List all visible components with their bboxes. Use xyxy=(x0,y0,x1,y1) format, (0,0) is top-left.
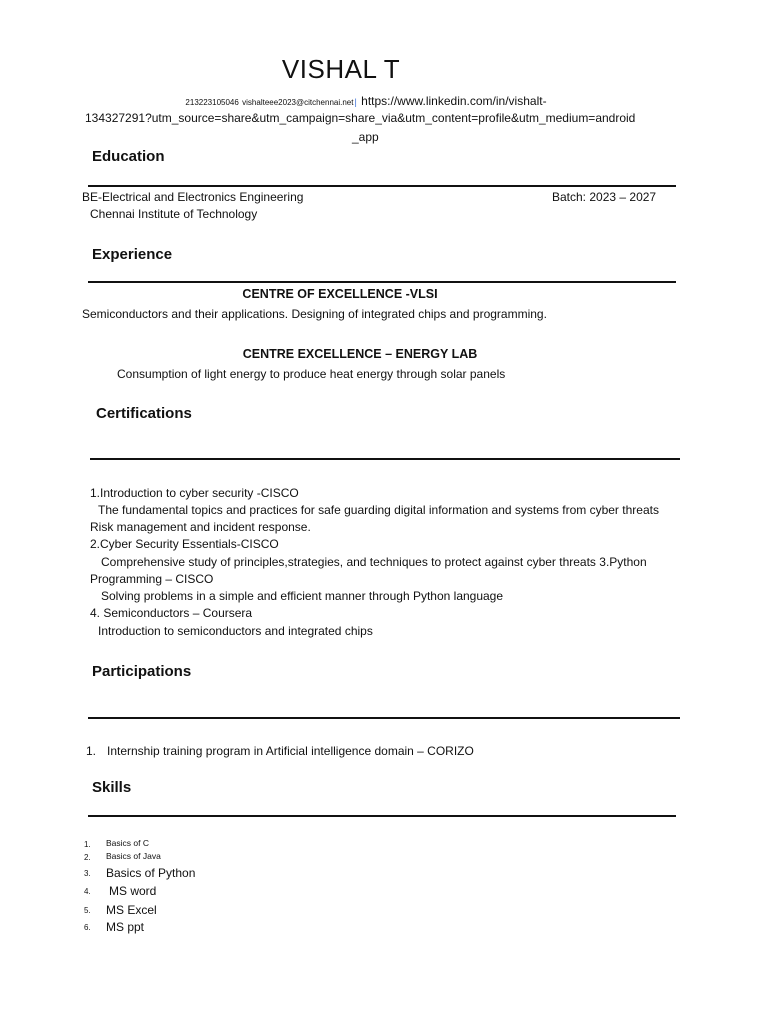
section-divider xyxy=(88,281,676,283)
participation-number: 1. xyxy=(86,744,97,758)
section-divider xyxy=(90,458,680,460)
certification-line: Comprehensive study of principles,strategies, and techniques to protect against cyber threats 3.Python xyxy=(101,555,647,569)
experience-description: Consumption of light energy to produce heat energy through solar panels xyxy=(117,367,506,381)
email-address[interactable]: vishalteee2023@citchennai.net xyxy=(242,98,354,107)
certification-line: Solving problems in a simple and efficient manner through Python language xyxy=(101,589,504,603)
experience-heading: CENTRE OF EXCELLENCE -VLSI xyxy=(242,287,438,301)
skill-number: 5. xyxy=(84,906,91,915)
skill-item: MS Excel xyxy=(106,903,157,917)
certification-line: 2.Cyber Security Essentials-CISCO xyxy=(90,537,279,551)
education-degree: BE-Electrical and Electronics Engineering xyxy=(82,190,304,204)
certification-line: 1.Introduction to cyber security -CISCO xyxy=(90,486,299,500)
skill-number: 6. xyxy=(84,923,91,932)
skill-item: Basics of C xyxy=(106,838,149,848)
certification-line: Programming – CISCO xyxy=(90,572,214,586)
contact-line xyxy=(0,94,732,108)
experience-heading: CENTRE EXCELLENCE – ENERGY LAB xyxy=(242,347,478,361)
skill-item: Basics of Java xyxy=(106,851,161,861)
section-title-certifications: Certifications xyxy=(96,405,192,422)
section-title-education: Education xyxy=(92,148,165,165)
certification-line: The fundamental topics and practices for safe guarding digital information and systems from cyber threats xyxy=(98,503,659,517)
linkedin-link-part2[interactable]: 134327291?utm_source=share&utm_campaign=share_via&utm_content=profile&utm_medium=android xyxy=(85,111,636,125)
experience-description: Semiconductors and their applications. Designing of integrated chips and programming. xyxy=(82,307,547,321)
certification-line: Risk management and incident response. xyxy=(90,520,311,534)
skill-number: 3. xyxy=(84,869,91,878)
section-title-experience: Experience xyxy=(92,246,173,263)
education-batch: Batch: 2023 – 2027 xyxy=(552,190,657,204)
phone-number: 213223105046 xyxy=(185,98,239,107)
linkedin-link-part1[interactable]: https://www.linkedin.com/in/vishalt- xyxy=(361,94,547,108)
skill-item: MS ppt xyxy=(106,920,145,934)
contact-separator: | xyxy=(354,97,357,107)
participation-item: Internship training program in Artificial intelligence domain – CORIZO xyxy=(107,744,474,758)
section-divider xyxy=(88,717,680,719)
section-title-skills: Skills xyxy=(92,779,132,796)
skill-number: 4. xyxy=(84,887,91,896)
skill-item: Basics of Python xyxy=(106,866,196,880)
certification-line: 4. Semiconductors – Coursera xyxy=(90,606,253,620)
education-institute: Chennai Institute of Technology xyxy=(90,207,258,221)
skill-number: 1. xyxy=(84,840,91,849)
candidate-name: VISHAL T xyxy=(281,54,401,84)
certification-line: Introduction to semiconductors and integrated chips xyxy=(98,624,373,638)
linkedin-link-part3[interactable]: _app xyxy=(352,130,379,144)
skill-item: MS word xyxy=(109,884,157,898)
section-divider xyxy=(88,185,676,187)
section-divider xyxy=(88,815,676,817)
section-title-participations: Participations xyxy=(92,663,192,680)
skill-number: 2. xyxy=(84,853,91,862)
